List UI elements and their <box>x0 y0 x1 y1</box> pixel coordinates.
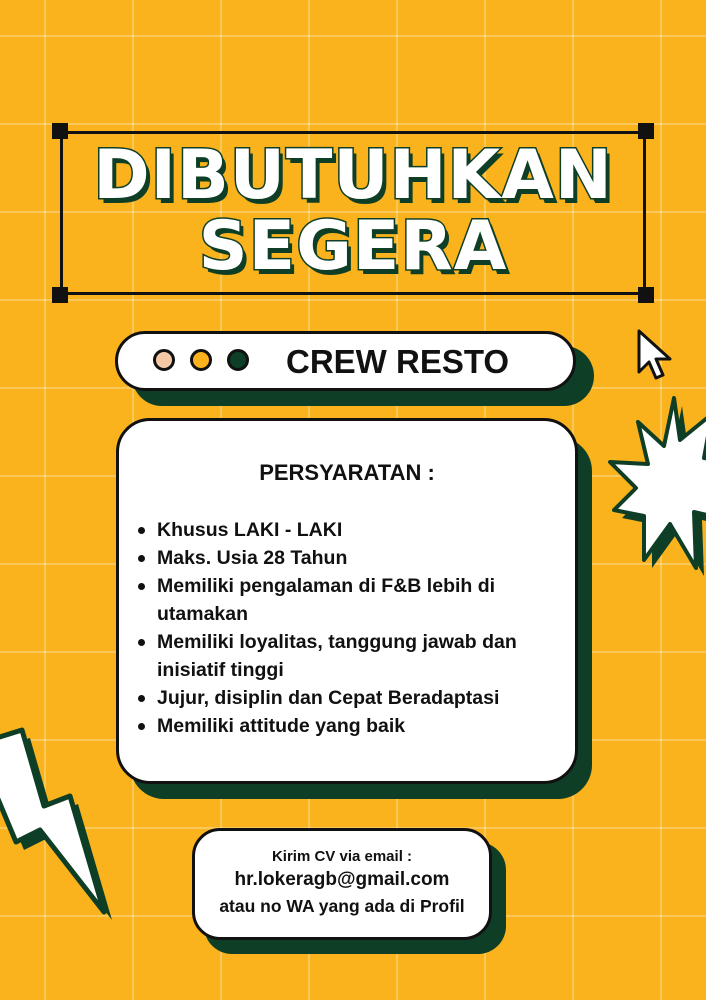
frame-handle-bottom-left <box>52 287 68 303</box>
requirement-item: Memiliki attitude yang baik <box>157 712 577 740</box>
requirement-item: Memiliki loyalitas, tanggung jawab dan inisiatif tinggi <box>157 628 577 684</box>
requirement-item: Maks. Usia 28 Tahun <box>157 544 577 572</box>
frame-handle-bottom-right <box>638 287 654 303</box>
headline-line-1: DIBUTUHKAN <box>93 136 613 215</box>
window-dot-green <box>227 349 249 371</box>
requirements-list <box>157 516 577 740</box>
starburst-icon <box>600 392 706 582</box>
headline-line-2: SEGERA <box>198 207 508 286</box>
requirement-item: Khusus LAKI - LAKI <box>157 516 577 544</box>
contact-note: atau no WA yang ada di Profil <box>219 896 465 916</box>
position-label: CREW RESTO <box>286 343 510 380</box>
contact-intro: Kirim CV via email : <box>271 848 413 865</box>
requirements-heading: PERSYARATAN : <box>259 460 435 485</box>
contact-email[interactable]: hr.lokeragb@gmail.com <box>234 869 450 890</box>
lightning-bolt-icon <box>0 722 112 922</box>
cursor-arrow-icon <box>636 328 676 384</box>
requirement-item: Jujur, disiplin dan Cepat Beradaptasi <box>157 684 577 712</box>
requirement-item: Memiliki pengalaman di F&B lebih di utamakan <box>157 572 577 628</box>
window-dot-peach <box>153 349 175 371</box>
window-dot-yellow <box>190 349 212 371</box>
